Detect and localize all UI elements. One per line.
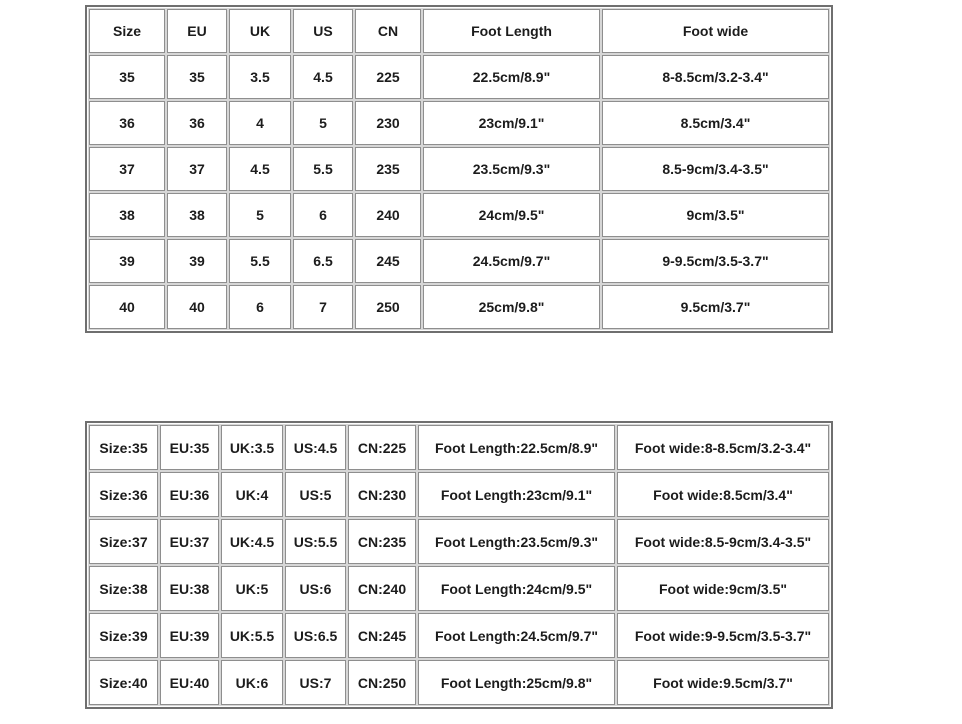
table-row (89, 147, 829, 191)
table-cell: 39 (167, 239, 227, 283)
table-cell: 35 (167, 55, 227, 99)
table-cell: US:6.5 (285, 613, 346, 658)
table-cell: 6 (293, 193, 353, 237)
table-cell: Size:39 (89, 613, 158, 658)
table-cell: US:5.5 (285, 519, 346, 564)
table-cell: 240 (355, 193, 421, 237)
table-row (89, 55, 829, 99)
table-cell: UK:6 (221, 660, 283, 705)
column-header: Foot wide (602, 9, 829, 53)
table-cell: 22.5cm/8.9" (423, 55, 600, 99)
table-cell: Foot Length:23cm/9.1" (418, 472, 615, 517)
table-cell: US:5 (285, 472, 346, 517)
table-cell: 6 (229, 285, 291, 329)
table-cell: Foot wide:8.5cm/3.4" (617, 472, 829, 517)
table-row (89, 285, 829, 329)
table-cell: 25cm/9.8" (423, 285, 600, 329)
table-cell: CN:240 (348, 566, 416, 611)
table-cell: 7 (293, 285, 353, 329)
table-cell: Foot wide:9.5cm/3.7" (617, 660, 829, 705)
table-cell: CN:230 (348, 472, 416, 517)
table-row (89, 566, 829, 611)
table-cell: 23cm/9.1" (423, 101, 600, 145)
table-cell: 38 (89, 193, 165, 237)
table-cell: Foot wide:8.5-9cm/3.4-3.5" (617, 519, 829, 564)
table-cell: Foot Length:24cm/9.5" (418, 566, 615, 611)
table-cell: EU:36 (160, 472, 219, 517)
table-cell: 37 (89, 147, 165, 191)
table-cell: 250 (355, 285, 421, 329)
table-cell: CN:225 (348, 425, 416, 470)
table-cell: 8.5-9cm/3.4-3.5" (602, 147, 829, 191)
table-cell: 8.5cm/3.4" (602, 101, 829, 145)
table-cell: CN:235 (348, 519, 416, 564)
table-row (89, 239, 829, 283)
table-row (89, 472, 829, 517)
table-cell: Size:40 (89, 660, 158, 705)
table-cell: 37 (167, 147, 227, 191)
table-cell: 245 (355, 239, 421, 283)
table-cell: 235 (355, 147, 421, 191)
table-cell: 24cm/9.5" (423, 193, 600, 237)
table-row (89, 101, 829, 145)
table-cell: 4 (229, 101, 291, 145)
table-cell: 23.5cm/9.3" (423, 147, 600, 191)
table-cell: 5 (229, 193, 291, 237)
table-cell: 39 (89, 239, 165, 283)
column-header: Size (89, 9, 165, 53)
column-header: UK (229, 9, 291, 53)
table-cell: EU:40 (160, 660, 219, 705)
table-cell: 6.5 (293, 239, 353, 283)
table-cell: US:6 (285, 566, 346, 611)
table-cell: 4.5 (293, 55, 353, 99)
table-cell: UK:3.5 (221, 425, 283, 470)
column-header: US (293, 9, 353, 53)
table-cell: 5.5 (293, 147, 353, 191)
header-row (89, 9, 829, 53)
table-cell: Size:38 (89, 566, 158, 611)
table-cell: EU:38 (160, 566, 219, 611)
table-cell: Size:36 (89, 472, 158, 517)
table-cell: UK:5 (221, 566, 283, 611)
column-header: Foot Length (423, 9, 600, 53)
table-cell: CN:250 (348, 660, 416, 705)
table-cell: 36 (89, 101, 165, 145)
table-cell: CN:245 (348, 613, 416, 658)
table-cell: 38 (167, 193, 227, 237)
table-cell: 225 (355, 55, 421, 99)
table-cell: Size:35 (89, 425, 158, 470)
table-cell: EU:39 (160, 613, 219, 658)
table-cell: UK:4.5 (221, 519, 283, 564)
table-cell: Foot Length:24.5cm/9.7" (418, 613, 615, 658)
table-row (89, 519, 829, 564)
table-cell: Foot wide:9cm/3.5" (617, 566, 829, 611)
size-chart-table-with-header (85, 5, 833, 333)
table-cell: 5 (293, 101, 353, 145)
table-cell: 9-9.5cm/3.5-3.7" (602, 239, 829, 283)
table-cell: Size:37 (89, 519, 158, 564)
table-cell: 40 (89, 285, 165, 329)
size-chart-table-inline-labels (85, 421, 833, 709)
table-cell: Foot Length:22.5cm/8.9" (418, 425, 615, 470)
table-cell: 230 (355, 101, 421, 145)
table-row (89, 660, 829, 705)
table-cell: 3.5 (229, 55, 291, 99)
table-cell: Foot wide:8-8.5cm/3.2-3.4" (617, 425, 829, 470)
table-cell: 9.5cm/3.7" (602, 285, 829, 329)
table-cell: 9cm/3.5" (602, 193, 829, 237)
table-cell: Foot Length:25cm/9.8" (418, 660, 615, 705)
table-row (89, 425, 829, 470)
table-cell: EU:35 (160, 425, 219, 470)
table-cell: 40 (167, 285, 227, 329)
table-row (89, 613, 829, 658)
table-cell: Foot Length:23.5cm/9.3" (418, 519, 615, 564)
table-cell: US:4.5 (285, 425, 346, 470)
table-cell: 24.5cm/9.7" (423, 239, 600, 283)
table-cell: US:7 (285, 660, 346, 705)
table-cell: EU:37 (160, 519, 219, 564)
table-cell: 35 (89, 55, 165, 99)
table-cell: 36 (167, 101, 227, 145)
table-cell: 5.5 (229, 239, 291, 283)
table-cell: UK:5.5 (221, 613, 283, 658)
column-header: EU (167, 9, 227, 53)
table-row (89, 193, 829, 237)
table-cell: 8-8.5cm/3.2-3.4" (602, 55, 829, 99)
table-cell: 4.5 (229, 147, 291, 191)
table-cell: Foot wide:9-9.5cm/3.5-3.7" (617, 613, 829, 658)
table-cell: UK:4 (221, 472, 283, 517)
column-header: CN (355, 9, 421, 53)
